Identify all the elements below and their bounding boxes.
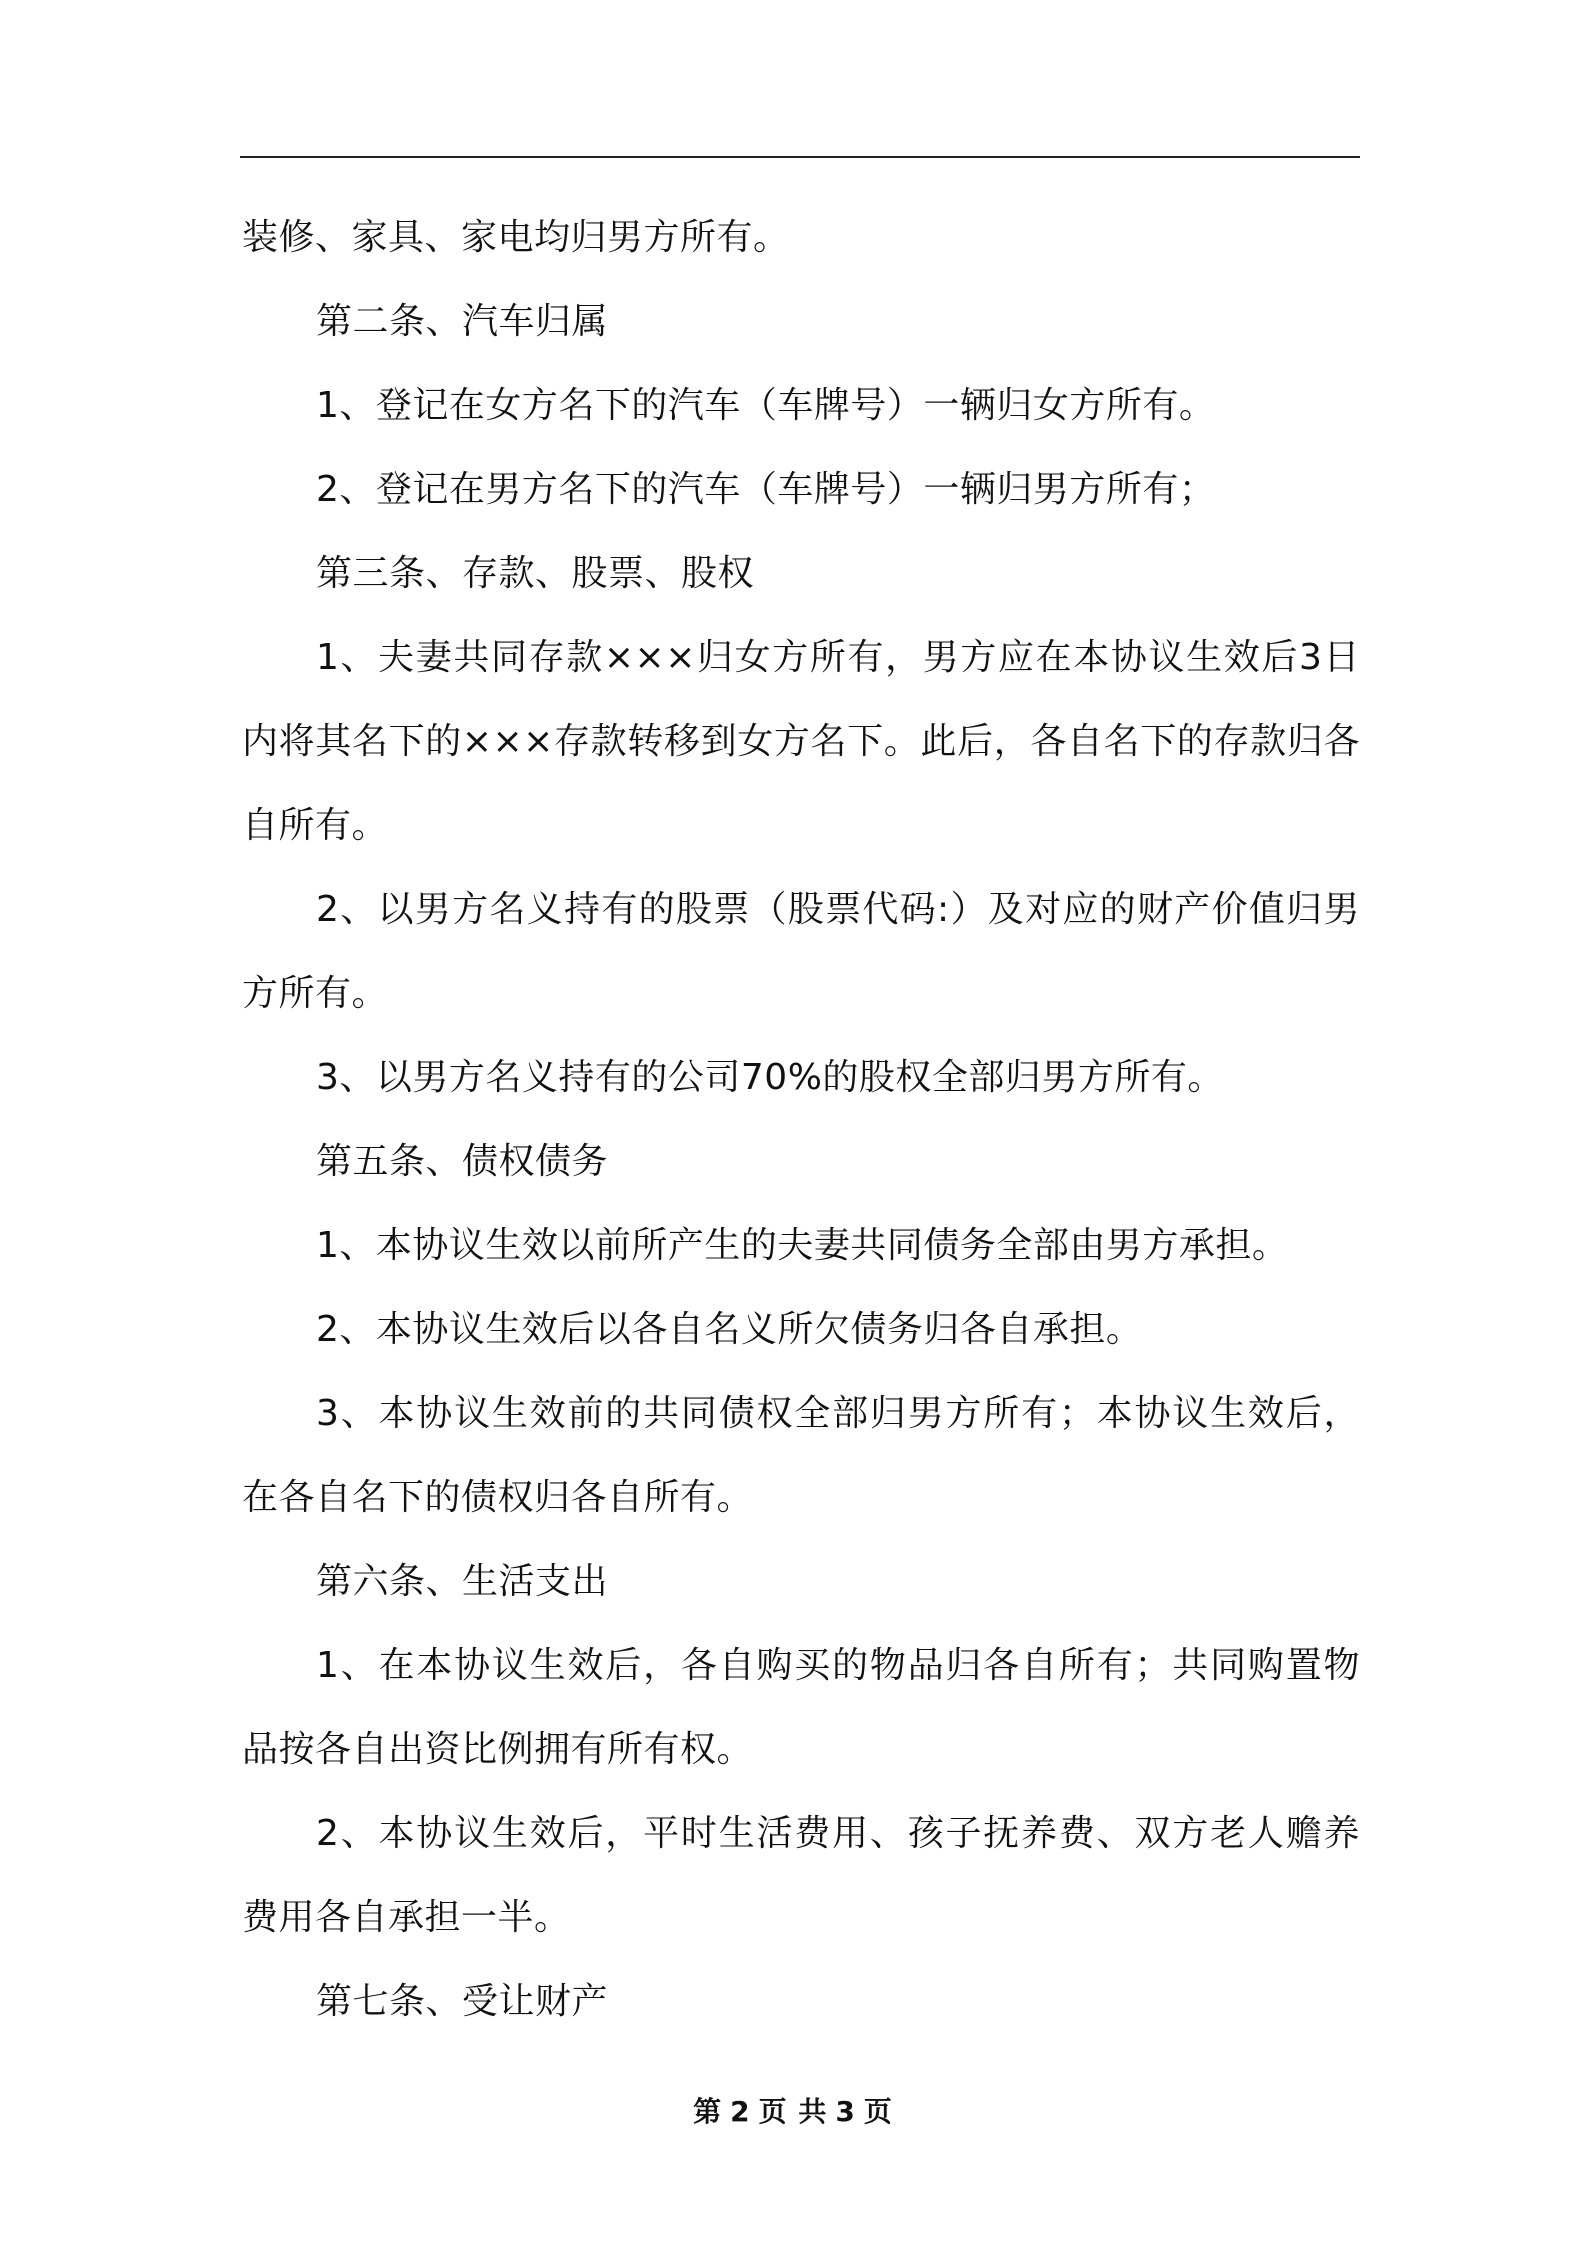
section-heading: 第二条、汽车归属 xyxy=(316,301,609,342)
paragraph: 装修、家具、家电均归男方所有。 xyxy=(242,217,790,258)
paragraph: 3、本协议生效前的共同债权全部归男方所有；本协议生效后，在各自名下的债权归各自所有。 xyxy=(242,1393,1360,1518)
paragraph: 1、在本协议生效后，各自购买的物品归各自所有；共同购置物品按各自出资比例拥有所有权。 xyxy=(242,1645,1360,1770)
section-heading: 第六条、生活支出 xyxy=(316,1561,609,1602)
footer-suffix: 页 xyxy=(863,2095,893,2128)
page-footer xyxy=(0,2090,1586,2130)
paragraph: 2、登记在男方名下的汽车（车牌号）一辆归男方所有； xyxy=(316,469,1216,510)
header-rule xyxy=(240,156,1360,158)
section-heading: 第五条、债权债务 xyxy=(316,1141,609,1182)
paragraph: 3、以男方名义持有的公司70%的股权全部归男方所有。 xyxy=(316,1057,1224,1098)
paragraph: 2、本协议生效后以各自名义所欠债务归各自承担。 xyxy=(316,1309,1143,1350)
total-pages-number: 3 xyxy=(835,2095,856,2128)
document-body xyxy=(242,196,1360,2044)
footer-prefix: 第 xyxy=(693,2095,723,2128)
paragraph: 1、夫妻共同存款×××归女方所有，男方应在本协议生效后3日内将其名下的×××存款转移到女方名下。此后，各自名下的存款归各自所有。 xyxy=(242,637,1360,846)
paragraph: 1、登记在女方名下的汽车（车牌号）一辆归女方所有。 xyxy=(316,385,1216,426)
paragraph: 2、以男方名义持有的股票（股票代码:）及对应的财产价值归男方所有。 xyxy=(242,889,1360,1014)
paragraph: 2、本协议生效后，平时生活费用、孩子抚养费、双方老人赡养费用各自承担一半。 xyxy=(242,1813,1360,1938)
paragraph: 1、本协议生效以前所产生的夫妻共同债务全部由男方承担。 xyxy=(316,1225,1289,1266)
current-page-number: 2 xyxy=(730,2095,751,2128)
section-heading: 第三条、存款、股票、股权 xyxy=(316,553,755,594)
footer-mid: 页 共 xyxy=(758,2095,828,2128)
section-heading: 第七条、受让财产 xyxy=(316,1981,609,2022)
